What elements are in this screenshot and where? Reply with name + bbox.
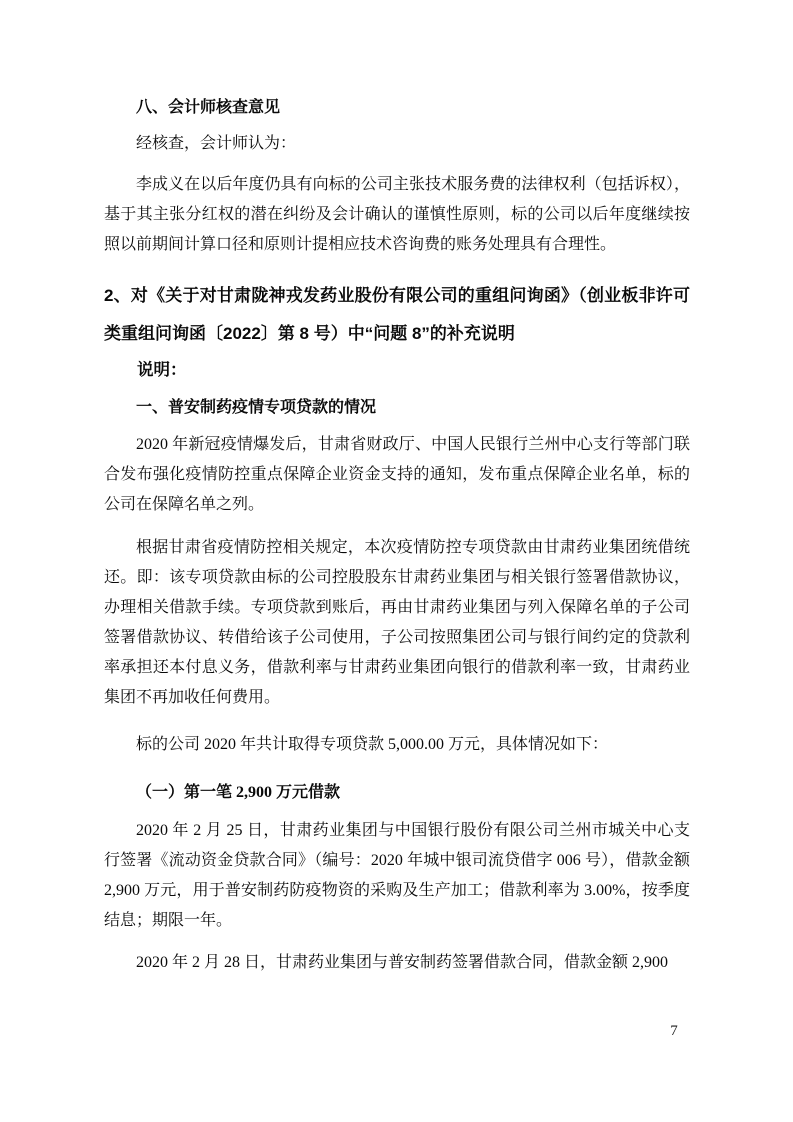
heading-first-loan: （一）第一笔 2,900 万元借款 [136,784,341,801]
section-heading-auditor-opinion: 八、会计师核查意见 [136,99,281,116]
document-body [104,93,690,978]
paragraph-auditor-intro: 经核查，会计师认为： [136,135,297,152]
paragraph-auditor-opinion: 李成义在以后年度仍具有向标的公司主张技术服务费的法律权利（包括诉权），基于其主张分红权的潜在纠纷及会计确认的谨慎性原则，标的公司以后年度继续按照以前期间计算口径和原则计提相应技术咨询费的账务处理具有合理性。 [104,176,690,253]
paragraph-loan-total: 标的公司 2020 年共计取得专项贷款 5,000.00 万元，具体情况如下： [136,736,609,753]
heading-inquiry-question8: 2、对《关于对甘肃陇神戎发药业股份有限公司的重组问询函》（创业板非许可类重组问询函〔2022〕第 8 号）中“问题 8”的补充说明 [104,286,690,343]
paragraph-first-loan-bank-contract: 2020 年 2 月 25 日，甘肃药业集团与中国银行股份有限公司兰州市城关中心支行签署《流动资金贷款合同》（编号：2020 年城中银司流贷借字 006 号），借款金额 2,900 万元，用于普安制药防疫物资的采购及生产加工；借款利率为 3.00%，按季度结息；期限一年。 [104,822,690,929]
label-shuoming: 说明： [137,361,187,379]
paragraph-first-loan-onlending: 2020 年 2 月 28 日，甘肃药业集团与普安制药签署借款合同，借款金额 2,900 [136,954,669,971]
page-number: 7 [670,1023,678,1039]
paragraph-covid-background: 2020 年新冠疫情爆发后，甘肃省财政厅、中国人民银行兰州中心支行等部门联合发布强化疫情防控重点保障企业资金支持的通知，发布重点保障企业名单，标的公司在保障名单之列。 [104,436,690,513]
paragraph-loan-mechanism: 根据甘肃省疫情防控相关规定，本次疫情防控专项贷款由甘肃药业集团统借统还。即：该专项贷款由标的公司控股股东甘肃药业集团与相关银行签署借款协议，办理相关借款手续。专项贷款到账后，再由甘肃药业集团与列入保障名单的子公司签署借款协议、转借给该子公司使用，子公司按照集团公司与银行间约定的贷款利率承担还本付息义务，借款利率与甘肃药业集团向银行的借款利率一致，甘肃药业集团不再加收任何费用。 [104,539,690,706]
section-heading-puan-loan: 一、普安制药疫情专项贷款的情况 [136,399,377,416]
